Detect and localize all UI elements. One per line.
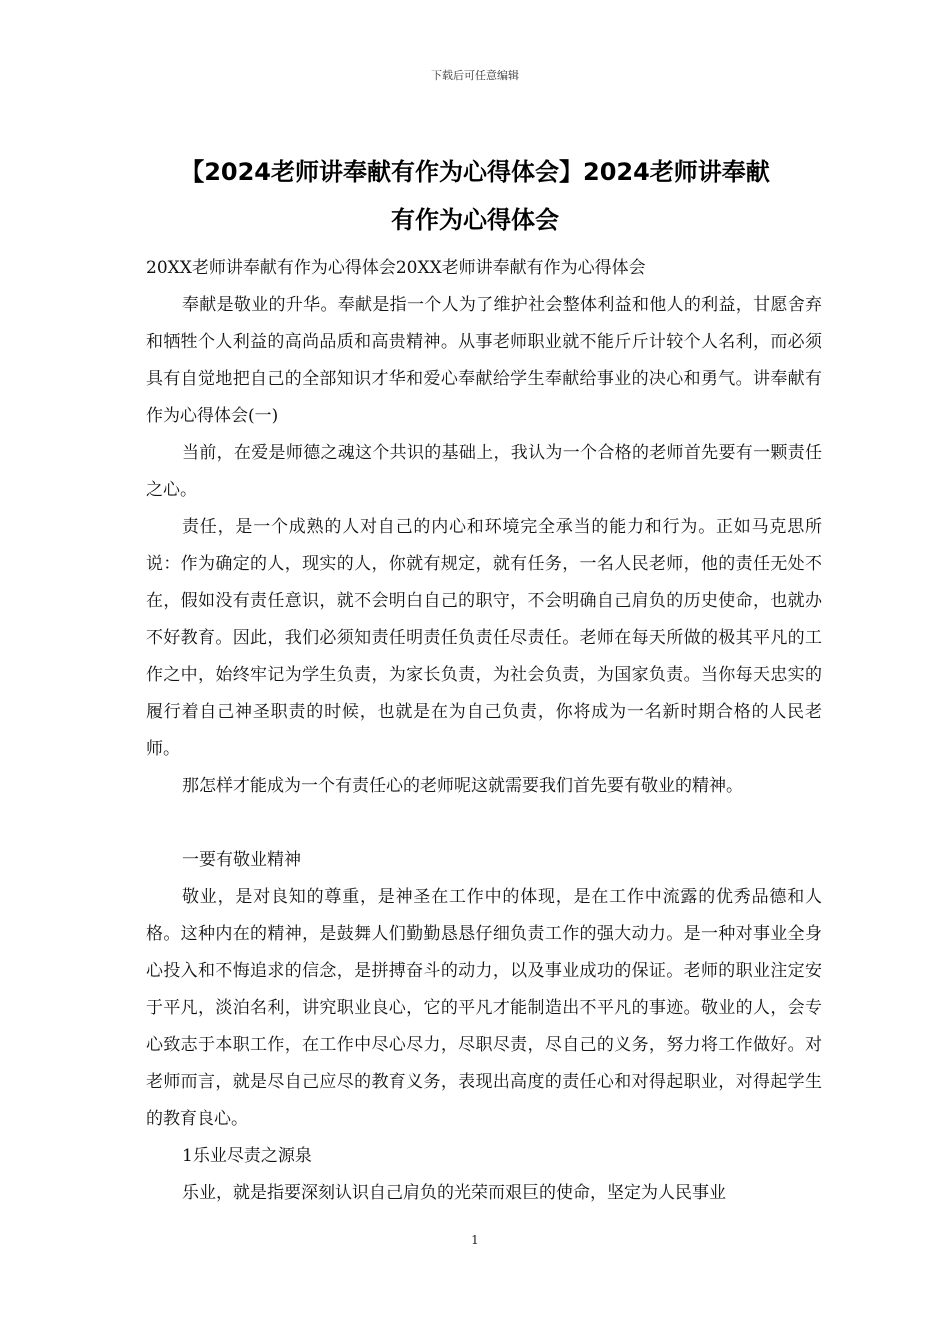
section-heading: 一要有敬业精神 bbox=[182, 850, 301, 870]
paragraph: 敬业，是对良知的尊重，是神圣在工作中的体现，是在工作中流露的优秀品德和人格。这种内在的精神，是鼓舞人们勤勤恳恳仔细负责工作的强大动力。是一种对事业全身心投入和不悔追求的信念，是拼搏奋斗的动力，以及事业成功的保证。老师的职业注定安于平凡，淡泊名利，讲究职业良心，它的平凡才能制造出不平凡的事迹。敬业的人，会专心致志于本职工作，在工作中尽心尽力，尽职尽责，尽自己的义务，努力将工作做好。对老师而言，就是尽自己应尽的教育义务，表现出高度的责任心和对得起职业，对得起学生的教育良心。 bbox=[146, 887, 822, 1129]
document-body bbox=[146, 250, 822, 1212]
paragraph: 乐业，就是指要深刻认识自己肩负的光荣而艰巨的使命，坚定为人民事业 bbox=[182, 1183, 726, 1203]
document-title-line-1: 【2024老师讲奉献有作为心得体会】2024老师讲奉献 bbox=[180, 158, 770, 186]
paragraph-subtitle: 20XX老师讲奉献有作为心得体会20XX老师讲奉献有作为心得体会 bbox=[146, 258, 646, 278]
page-number: 1 bbox=[471, 1233, 479, 1247]
paragraph: 责任，是一个成熟的人对自己的内心和环境完全承当的能力和行为。正如马克思所说：作为确定的人，现实的人，你就有规定，就有任务，一名人民老师，他的责任无处不在，假如没有责任意识，就不会明白自己的职守，不会明确自己肩负的历史使命，也就办不好教育。因此，我们必须知责任明责任负责任尽责任。老师在每天所做的极其平凡的工作之中，始终牢记为学生负责，为家长负责，为社会负责，为国家负责。当你每天忠实的履行着自己神圣职责的时候，也就是在为自己负责，你将成为一名新时期合格的人民老师。 bbox=[146, 517, 822, 759]
document-title-line-2: 有作为心得体会 bbox=[391, 206, 559, 234]
subsection-heading: 1乐业尽责之源泉 bbox=[182, 1146, 312, 1166]
paragraph: 当前，在爱是师德之魂这个共识的基础上，我认为一个合格的老师首先要有一颗责任之心。 bbox=[146, 443, 822, 500]
paragraph: 奉献是敬业的升华。奉献是指一个人为了维护社会整体利益和他人的利益，甘愿舍弃和牺牲个人利益的高尚品质和高贵精神。从事老师职业就不能斤斤计较个人名利，而必须具有自觉地把自己的全部知识才华和爱心奉献给学生奉献给事业的决心和勇气。讲奉献有作为心得体会(一) bbox=[146, 295, 822, 426]
paragraph: 那怎样才能成为一个有责任心的老师呢这就需要我们首先要有敬业的精神。 bbox=[182, 776, 743, 796]
blank-line bbox=[146, 805, 822, 842]
header-note: 下载后可任意编辑 bbox=[431, 69, 519, 82]
